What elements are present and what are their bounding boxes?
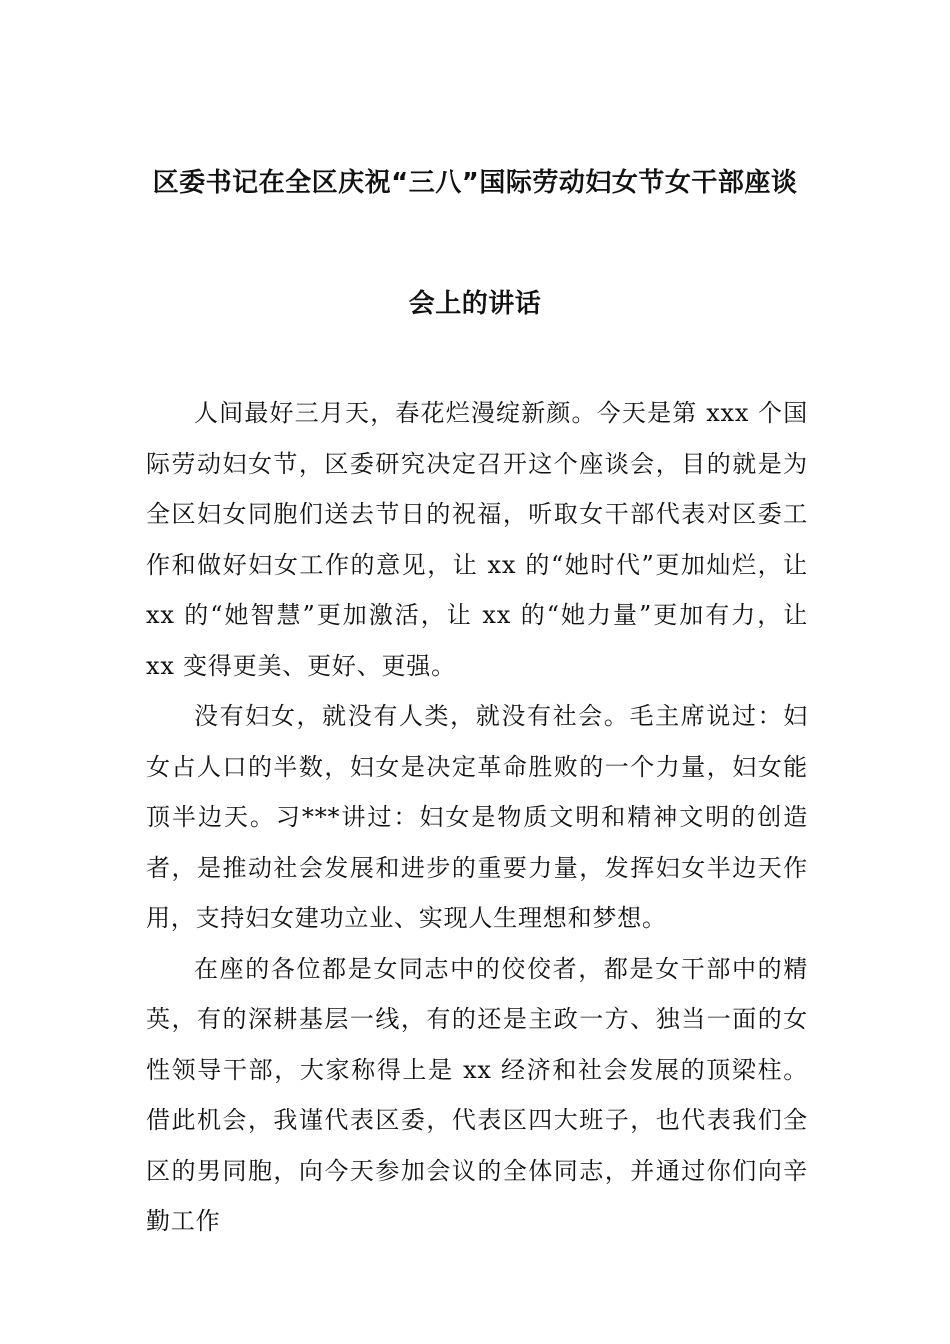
paragraph-1: 人间最好三月天，春花烂漫绽新颜。今天是第 xxx 个国际劳动妇女节，区委研究决定召开这个座谈会，目的就是为全区妇女同胞们送去节日的祝福，听取女干部代表对区委工作和做好妇女工作的意见，让 xx 的“她时代”更加灿烂，让 xx 的“她智慧”更加激活，让 xx 的“她力量”更加有力，让 xx 变得更美、更好、更强。 <box>146 399 808 680</box>
document-title-line-1: 区委书记在全区庆祝“三八”国际劳动妇女节女干部座谈 <box>152 168 798 198</box>
paragraph-2: 没有妇女，就没有人类，就没有社会。毛主席说过：妇女占人口的半数，妇女是决定革命胜败的一个力量，妇女能顶半边天。习***讲过：妇女是物质文明和精神文明的创造者，是推动社会发展和进步的重要力量，发挥妇女半边天作用，支持妇女建功立业、实现人生理想和梦想。 <box>146 702 808 932</box>
document-body <box>146 388 808 1247</box>
document-title-line-2: 会上的讲话 <box>408 289 542 319</box>
paragraph-3: 在座的各位都是女同志中的佼佼者，都是女干部中的精英，有的深耕基层一线，有的还是主政一方、独当一面的女性领导干部，大家称得上是 xx 经济和社会发展的顶梁柱。借此机会，我谨代表区委，代表区四大班子，也代表我们全区的男同胞，向今天参加会议的全体同志，并通过你们向辛勤工作 <box>146 954 808 1235</box>
